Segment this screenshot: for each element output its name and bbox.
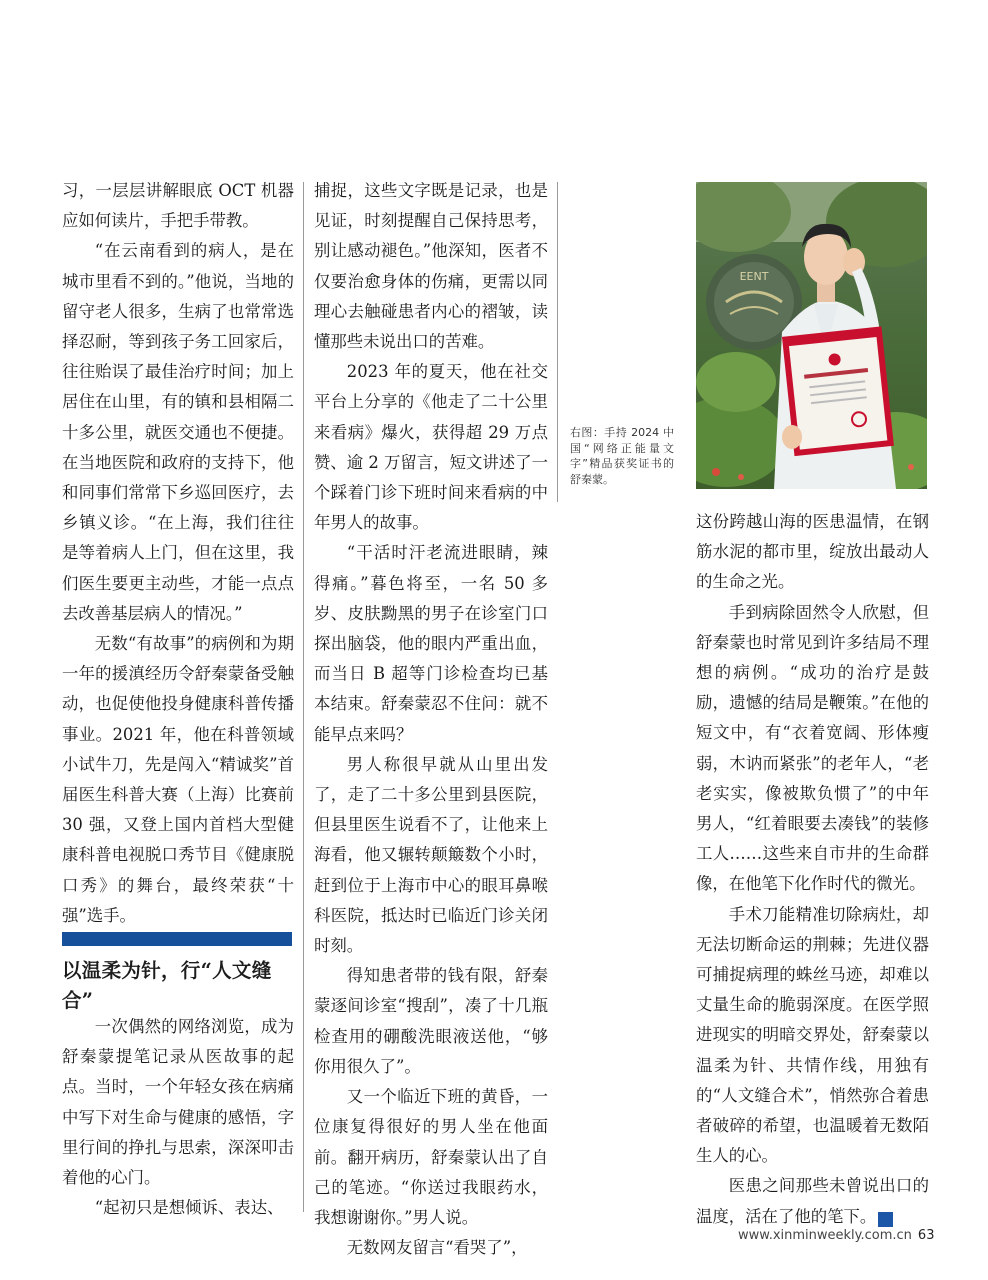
section-accent-bar [62,932,292,946]
paragraph: 这份跨越山海的医患温情，在钢筋水泥的都市里，绽放出最动人的生命之光。 [696,512,929,592]
paragraph: 2023 年的夏天，他在社交平台上分享的《他走了二十公里来看病》爆火，获得超 29 万点赞、逾 2 万留言，短文讲述了一个踩着门诊下班时间来看病的中年男人的故事。 [314,362,548,533]
paragraph: “起初只是想倾诉、表达、 [94,1198,284,1218]
paragraph [696,1171,929,1231]
paragraph: 捕捉，这些文字既是记录，也是见证，时刻提醒自己保持思考，别让感动褪色。”他深知，医者不仅要治愈身体的伤痛，更需以同理心去触碰患者内心的褶皱，读懂那些未说出口的苦难。 [314,181,548,352]
article-column-1 [62,176,294,931]
paragraph: 得知患者带的钱有限，舒秦蒙逐间诊室“搜刮”，凑了十几瓶检查用的硼酸洗眼液送他，“够你用很久了”。 [314,966,548,1076]
paragraph: 习，一层层讲解眼底 OCT 机器应如何读片，手把手带教。 [62,181,294,231]
paragraph: 手到病除固然令人欣慰，但舒秦蒙也时常见到许多结局不理想的病例。“成功的治疗是鼓励，遗憾的结局是鞭策。”在他的短文中，有“衣着宽阔、形体瘦弱，木讷而紧张”的老年人，“老老实实，像被欺负惯了”的中年男人，“红着眼要去凑钱”的装修工人……这些来自市井的生命群像，在他笔下化作时代的微光。 [696,602,929,894]
paragraph: 无数“有故事”的病例和为期一年的援滇经历令舒秦蒙备受触动，也促使他投身健康科普传播事业。2021 年，他在科普领域小试牛刀，先是闯入“精诚奖”首届医生科普大赛（上海）比赛前 30 强，又登上国内首档大型健康科普电视脱口秀节目《健康脱口秀》的舞台，最终荣获“十强”选手。 [62,634,294,925]
column-divider [303,182,304,1212]
paragraph: 男人称很早就从山里出发了，走了二十多公里到县医院，但县里医生说看不了，让他来上海看，他又辗转颠簸数个小时，赶到位于上海市中心的眼耳鼻喉科医院，抵达时已临近门诊关闭时刻。 [314,754,548,956]
website-url: www.xinminweekly.com.cn [738,1228,912,1243]
paragraph: 无数网友留言“看哭了”， [346,1238,528,1258]
paragraph: 手术刀能精准切除病灶，却无法切断命运的荆棘；先进仪器可捕捉病理的蛛丝马迹，却难以丈量生命的脆弱深度。在医学照进现实的明暗交界处，舒秦蒙以温柔为针、共情作线，用独有的“人文缝合术”，悄然弥合着患者破碎的希望，也温暖着无数陌生人的心。 [696,904,929,1166]
article-column-2 [314,176,548,1263]
doctor-photo [696,182,927,489]
paragraph: “在云南看到的病人，是在城市里看不到的。”他说，当地的留守老人很多，生病了也常常选择忍耐，等到孩子务工回家后，往往贻误了最佳治疗时间；加上居住在山里，有的镇和县相隔二十多公里，就医交通也不便捷。在当地医院和政府的支持下，他和同事们常常下乡巡回医疗，去乡镇义诊。“在上海，我们往往是等着病人上门，但在这里，我们医生要更主动些，才能一点点去改善基层病人的情况。” [62,241,294,623]
sign-text: EENT [739,270,769,283]
article-column-1-continued [62,1012,294,1223]
article-column-3 [696,507,929,1232]
column-divider [557,182,558,502]
paragraph: 又一个临近下班的黄昏，一位康复得很好的男人坐在他面前。翻开病历，舒秦蒙认出了自己的笔迹。“你送过我眼药水，我想谢谢你。”男人说。 [314,1087,548,1227]
magazine-end-mark-icon: 民 [878,1212,893,1227]
closing-sentence: 医患之间那些未曾说出口的温度，活在了他的笔下。 [696,1176,929,1226]
paragraph: “干活时汗老流进眼睛，辣得痛。”暮色将至，一名 50 多岁、皮肤黝黑的男子在诊室门口探出脑袋，他的眼内严重出血，而当日 B 超等门诊检查均已基本结束。舒秦蒙忍不住问：就不能早点来吗？ [314,543,548,744]
page-number: 63 [917,1228,935,1243]
photo-caption: 右图：手持 2024 中国“网络正能量文字”精品获奖证书的舒秦蒙。 [570,426,674,486]
paragraph: 一次偶然的网络浏览，成为舒秦蒙提笔记录从医故事的起点。当时，一个年轻女孩在病痛中写下对生命与健康的感悟，字里行间的挣扎与思索，深深叩击着他的心门。 [62,1017,294,1188]
section-heading: 以温柔为针，行“人文缝合” [62,959,272,1012]
page-footer [738,1228,934,1243]
